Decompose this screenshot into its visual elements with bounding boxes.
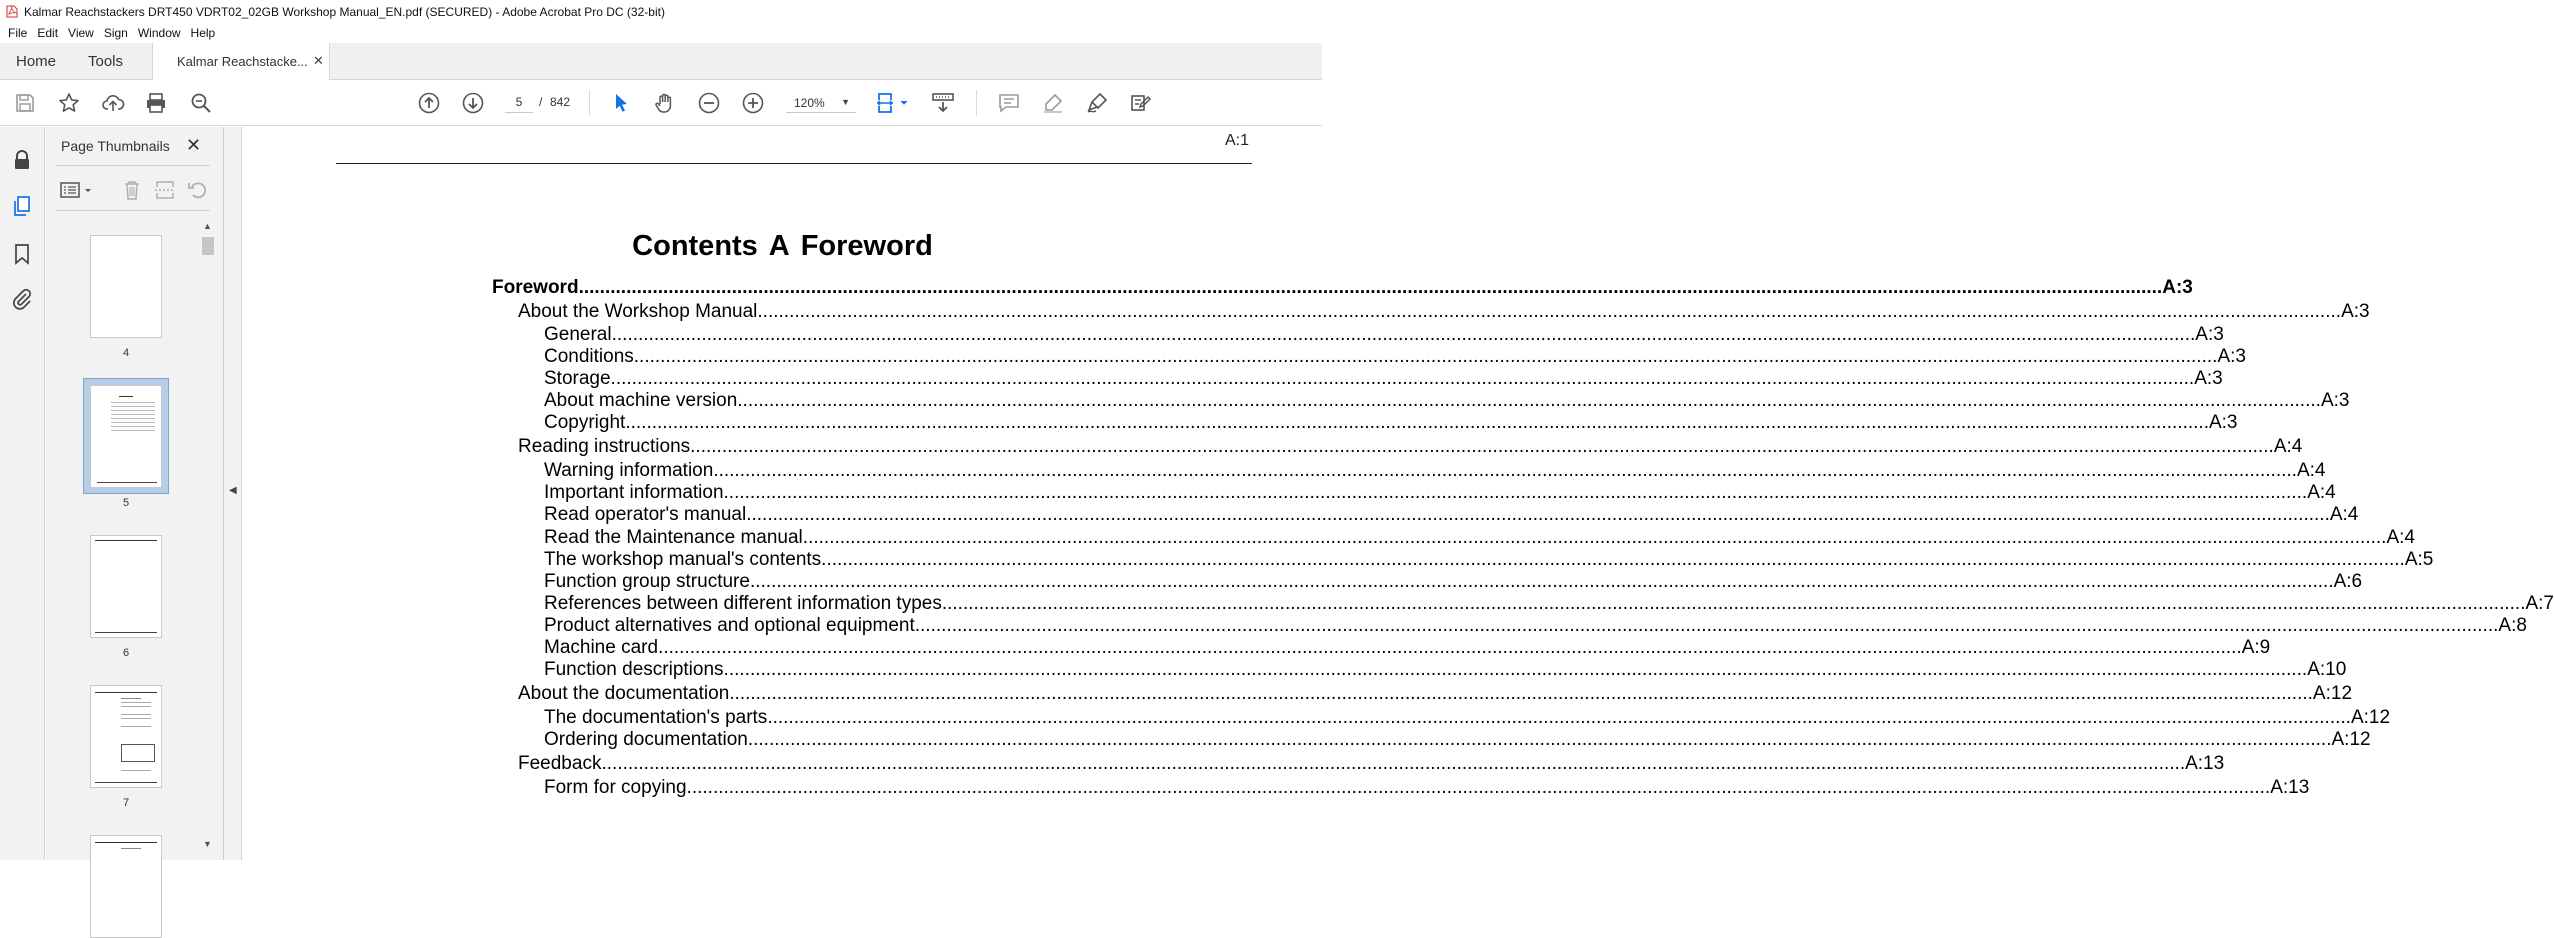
page-total: 842 bbox=[550, 95, 571, 109]
toc-entry-page: A:3 bbox=[2320, 390, 2350, 411]
menu-file[interactable]: File bbox=[8, 26, 28, 40]
toc-entry[interactable] bbox=[544, 615, 2527, 637]
thumbnail-label: 5 bbox=[122, 497, 130, 509]
toc-entry-page: A:6 bbox=[2333, 571, 2363, 592]
toc-entry-page: A:3 bbox=[2341, 301, 2370, 322]
toc-leader-dots: ............................................................................................................................................................................................................................................................................................................ bbox=[723, 659, 2308, 680]
menu-window[interactable]: Window bbox=[137, 26, 181, 40]
toc-entry-title: The workshop manual's contents bbox=[544, 549, 822, 570]
toc-leader-dots: ............................................................................................................................................................................................................................................................................................................ bbox=[625, 412, 2209, 433]
toc-entry[interactable] bbox=[518, 753, 2225, 775]
toc-entry-title: About machine version bbox=[544, 390, 738, 411]
sign-icon[interactable] bbox=[1085, 91, 1109, 115]
toc-entry-page: A:3 bbox=[2208, 412, 2238, 433]
toc-entry[interactable] bbox=[518, 301, 2370, 323]
print-icon[interactable] bbox=[144, 91, 168, 115]
contents-title: Contents A Foreword bbox=[632, 230, 933, 262]
panel-title: Page Thumbnails bbox=[61, 138, 170, 154]
toc-entry-title: Conditions bbox=[544, 346, 634, 367]
toc-entry-page: A:4 bbox=[2296, 460, 2326, 481]
search-zoom-icon[interactable] bbox=[189, 91, 213, 115]
toc-entry-page: A:8 bbox=[2498, 615, 2527, 636]
rotate-page-icon[interactable] bbox=[186, 178, 210, 202]
toc-leader-dots: ............................................................................................................................................................................................................................................................................................................ bbox=[757, 301, 2342, 322]
page-thumbnail[interactable] bbox=[90, 835, 162, 938]
left-navigation-rail bbox=[0, 127, 45, 860]
panel-divider bbox=[56, 210, 210, 211]
menu-sign[interactable]: Sign bbox=[103, 26, 128, 40]
zoom-in-icon[interactable] bbox=[741, 91, 765, 115]
title-bar bbox=[0, 0, 1322, 23]
page-thumbnail-selected[interactable] bbox=[90, 385, 162, 488]
chevron-up-icon[interactable]: ▲ bbox=[203, 221, 212, 231]
page-thumbnails-panel bbox=[46, 127, 224, 860]
toc-entry[interactable] bbox=[544, 504, 2359, 526]
toc-leader-dots: ............................................................................................................................................................................................................................................................................................................ bbox=[658, 637, 2242, 658]
toc-leader-dots: ............................................................................................................................................................................................................................................................................................................ bbox=[601, 753, 2186, 774]
thumbnails-scrollbar[interactable] bbox=[200, 219, 216, 860]
toc-entry[interactable] bbox=[544, 482, 2336, 504]
attachment-icon[interactable] bbox=[10, 287, 34, 311]
toc-entry-page: A:4 bbox=[2329, 504, 2359, 525]
toc-entry[interactable] bbox=[518, 436, 2303, 458]
toc-entry-page: A:4 bbox=[2386, 527, 2415, 548]
save-icon[interactable] bbox=[13, 91, 37, 115]
toc-leader-dots: ............................................................................................................................................................................................................................................................................................................ bbox=[749, 571, 2334, 592]
toc-entry[interactable] bbox=[492, 277, 2193, 299]
highlight-icon[interactable] bbox=[1041, 91, 1065, 115]
upload-icon[interactable] bbox=[101, 91, 125, 115]
delete-page-icon[interactable] bbox=[120, 178, 144, 202]
chevron-left-icon[interactable]: ◀ bbox=[229, 485, 237, 496]
fit-page-icon[interactable] bbox=[876, 91, 912, 115]
options-menu-icon[interactable] bbox=[59, 178, 97, 202]
menu-edit[interactable]: Edit bbox=[37, 26, 59, 40]
toc-entry[interactable] bbox=[544, 593, 2554, 615]
zoom-select[interactable] bbox=[786, 91, 856, 113]
toc-entry-page: A:12 bbox=[2312, 683, 2353, 704]
toc-leader-dots: ............................................................................................................................................................................................................................................................................................................ bbox=[690, 436, 2274, 457]
toc-entry[interactable] bbox=[544, 707, 2391, 729]
toc-entry-title: Form for copying bbox=[544, 777, 687, 798]
toc-entry-page: A:13 bbox=[2270, 777, 2310, 798]
toc-leader-dots: ............................................................................................................................................................................................................................................................................................................ bbox=[767, 707, 2351, 728]
tab-tools[interactable]: Tools bbox=[88, 53, 124, 70]
toc-entry-title: Ordering documentation bbox=[544, 729, 748, 750]
toc-entry-page: A:4 bbox=[2273, 436, 2303, 457]
scrollbar-thumb[interactable] bbox=[202, 237, 214, 255]
scroll-mode-icon[interactable] bbox=[931, 91, 955, 115]
thumbnail-label: 6 bbox=[122, 647, 130, 659]
star-icon[interactable] bbox=[57, 91, 81, 115]
toc-leader-dots: ............................................................................................................................................................................................................................................................................................................ bbox=[747, 729, 2332, 750]
zoom-out-icon[interactable] bbox=[697, 91, 721, 115]
toc-entry-title: Foreword bbox=[492, 277, 579, 298]
lock-icon[interactable] bbox=[10, 148, 34, 172]
toolbar-divider bbox=[976, 90, 977, 116]
toc-entry-title: Warning information bbox=[544, 460, 714, 481]
toc-leader-dots: ............................................................................................................................................................................................................................................................................................................ bbox=[729, 683, 2313, 704]
thumbnail-label: 7 bbox=[122, 797, 130, 809]
menu-bar bbox=[0, 23, 1322, 43]
acrobat-icon bbox=[6, 5, 18, 18]
page-header-label: A:1 bbox=[1224, 132, 1249, 149]
toc-entry[interactable] bbox=[544, 571, 2363, 593]
toc-leader-dots: ............................................................................................................................................................................................................................................................................................................ bbox=[746, 504, 2330, 525]
insert-page-icon[interactable] bbox=[153, 178, 177, 202]
tab-bar bbox=[0, 43, 1322, 80]
toc-entry[interactable] bbox=[544, 777, 2310, 799]
toc-entry[interactable] bbox=[544, 637, 2271, 659]
toc-entry-title: About the documentation bbox=[518, 683, 730, 704]
toc-leader-dots: ............................................................................................................................................................................................................................................................................................................ bbox=[723, 482, 2308, 503]
toc-entry[interactable] bbox=[544, 549, 2434, 571]
toc-leader-dots: ............................................................................................................................................................................................................................................................................................................ bbox=[941, 593, 2526, 614]
comment-icon[interactable] bbox=[997, 91, 1021, 115]
toc-entry-page: A:10 bbox=[2307, 659, 2347, 680]
toc-entry[interactable] bbox=[544, 368, 2223, 390]
page-thumbnails-icon[interactable] bbox=[10, 194, 34, 218]
toc-entry-title: Important information bbox=[544, 482, 724, 503]
page-number-input[interactable] bbox=[505, 91, 533, 113]
page-thumbnail[interactable] bbox=[90, 685, 162, 788]
header-rule bbox=[336, 163, 1252, 164]
hand-icon[interactable] bbox=[653, 91, 677, 115]
toc-leader-dots: ............................................................................................................................................................................................................................................................................................................ bbox=[713, 460, 2297, 481]
close-panel-icon[interactable]: ✕ bbox=[186, 135, 202, 155]
toc-entry-page: A:12 bbox=[2350, 707, 2391, 728]
toc-entry-page: A:3 bbox=[2194, 368, 2223, 389]
menu-help[interactable]: Help bbox=[190, 26, 216, 40]
toc-entry-page: A:4 bbox=[2307, 482, 2336, 503]
toc-entry-title: Product alternatives and optional equipment bbox=[544, 615, 915, 636]
page-thumbnail[interactable] bbox=[90, 235, 162, 338]
toc-entry[interactable] bbox=[544, 346, 2246, 368]
page-separator: / bbox=[539, 95, 543, 109]
panel-collapse-strip[interactable] bbox=[224, 127, 242, 860]
zoom-value: 120% bbox=[794, 96, 825, 110]
document-view[interactable] bbox=[243, 127, 2554, 860]
close-tab-icon[interactable]: ✕ bbox=[313, 53, 324, 68]
select-cursor-icon[interactable] bbox=[609, 91, 633, 115]
toc-leader-dots: ............................................................................................................................................................................................................................................................................................................ bbox=[633, 346, 2218, 367]
chevron-down-icon[interactable]: ▼ bbox=[203, 839, 212, 849]
toc-entry[interactable] bbox=[544, 729, 2371, 751]
toc-entry[interactable] bbox=[544, 527, 2415, 549]
toc-entry[interactable] bbox=[518, 683, 2353, 705]
toc-leader-dots: ............................................................................................................................................................................................................................................................................................................ bbox=[578, 277, 2163, 298]
toc-entry[interactable] bbox=[544, 460, 2326, 482]
page-up-icon[interactable] bbox=[417, 91, 441, 115]
toc-entry-page: A:5 bbox=[2404, 549, 2434, 570]
page-thumbnail[interactable] bbox=[90, 535, 162, 638]
toc-entry-title: Reading instructions bbox=[518, 436, 691, 457]
toc-leader-dots: ............................................................................................................................................................................................................................................................................................................ bbox=[802, 527, 2387, 548]
toolbar-divider bbox=[589, 90, 590, 116]
toc-entry-page: A:7 bbox=[2525, 593, 2554, 614]
toc-entry-title: Storage bbox=[544, 368, 611, 389]
toc-entry-page: A:3 bbox=[2217, 346, 2246, 367]
tab-document-label: Kalmar Reachstacke... bbox=[177, 54, 308, 69]
window-title: Kalmar Reachstackers DRT450 VDRT02_02GB Workshop Manual_EN.pdf (SECURED) - Adobe Acrobat Pro DC (32-bit) bbox=[24, 4, 665, 19]
toc-entry-page: A:9 bbox=[2241, 637, 2271, 658]
toc-leader-dots: ............................................................................................................................................................................................................................................................................................................ bbox=[821, 549, 2405, 570]
toc-entry-title: Function descriptions bbox=[544, 659, 724, 680]
toc-leader-dots: ............................................................................................................................................................................................................................................................................................................ bbox=[610, 368, 2195, 389]
toolbar bbox=[0, 80, 1322, 126]
toc-entry-title: About the Workshop Manual bbox=[518, 301, 758, 322]
bookmark-icon[interactable] bbox=[10, 242, 34, 266]
toc-entry-page: A:3 bbox=[2162, 277, 2193, 298]
toc-entry[interactable] bbox=[544, 390, 2350, 412]
edit-icon[interactable] bbox=[1129, 91, 1153, 115]
toc-entry-title: General bbox=[544, 324, 612, 345]
toc-entry-title: The documentation's parts bbox=[544, 707, 768, 728]
page-down-icon[interactable] bbox=[461, 91, 485, 115]
toc-entry-page: A:13 bbox=[2185, 753, 2225, 774]
toc-entry-title: Copyright bbox=[544, 412, 626, 433]
toc-entry-title: Read operator's manual bbox=[544, 504, 747, 525]
tab-document[interactable] bbox=[152, 43, 330, 80]
toc-entry-page: A:12 bbox=[2331, 729, 2371, 750]
toc-entry-title: References between different information types bbox=[544, 593, 942, 614]
toc-entry[interactable] bbox=[544, 412, 2238, 434]
toc-leader-dots: ............................................................................................................................................................................................................................................................................................................ bbox=[914, 615, 2499, 636]
toc-entry-title: Read the Maintenance manual bbox=[544, 527, 803, 548]
toc-entry[interactable] bbox=[544, 324, 2224, 346]
toc-entry[interactable] bbox=[544, 659, 2347, 681]
chevron-down-icon: ▼ bbox=[841, 97, 850, 107]
toc-entry-title: Function group structure bbox=[544, 571, 750, 592]
toc-entry-title: Machine card bbox=[544, 637, 659, 658]
toc-entry-page: A:3 bbox=[2195, 324, 2224, 345]
toc-leader-dots: ............................................................................................................................................................................................................................................................................................................ bbox=[737, 390, 2321, 411]
menu-view[interactable]: View bbox=[68, 26, 94, 40]
panel-divider bbox=[56, 165, 210, 166]
tab-home[interactable]: Home bbox=[16, 53, 57, 70]
toc-entry-title: Feedback bbox=[518, 753, 602, 774]
toc-leader-dots: ............................................................................................................................................................................................................................................................................................................ bbox=[611, 324, 2196, 345]
toc-leader-dots: ............................................................................................................................................................................................................................................................................................................ bbox=[686, 777, 2271, 798]
thumbnail-label: 4 bbox=[122, 347, 130, 359]
